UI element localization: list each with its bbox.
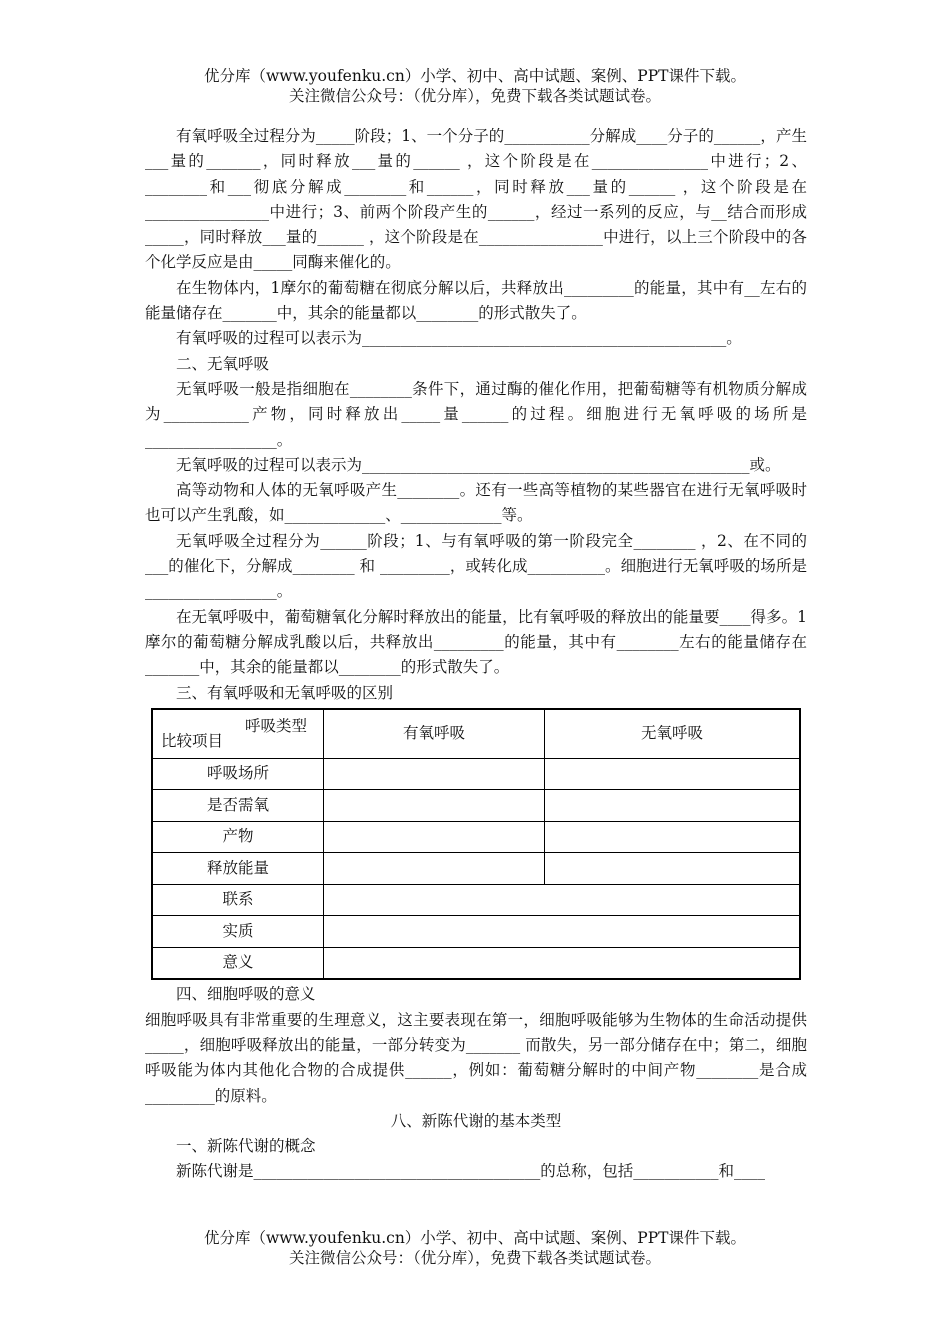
header-compare-item: 比较项目 [161, 731, 224, 750]
answer-cell[interactable] [324, 758, 545, 790]
anaerobic-energy-paragraph: 在无氧呼吸中，葡萄糖氧化分解时释放出的能量，比有氧呼吸的释放出的能量要____得多。1摩尔的葡萄糖分解成乳酸以后，共释放出_________的能量，其中有________左右的能量储存在_______中，其余的能量都以________的形式散失了。 [145, 607, 807, 677]
concept-section-title: 一、新陈代谢的概念 [176, 1137, 316, 1156]
aerobic-energy-paragraph: 在生物体内，1摩尔的葡萄糖在彻底分解以后，共释放出_________的能量，其中有__左右的能量储存在_______中，其余的能量都以________的形式散失了。 [145, 278, 807, 323]
row-label: 联系 [152, 884, 324, 916]
document-body [145, 124, 807, 1185]
table-corner-cell [152, 709, 324, 759]
anaerobic-section-title: 二、无氧呼吸 [176, 354, 270, 373]
answer-cell[interactable] [324, 853, 545, 885]
table-row [152, 916, 800, 948]
answer-cell[interactable] [545, 853, 801, 885]
anaerobic-lactic-paragraph: 高等动物和人体的无氧呼吸产生________。还有一些高等植物的某些器官在进行无氧呼吸时也可以产生乳酸，如_____________、_____________等。 [145, 481, 807, 525]
header-aerobic: 有氧呼吸 [324, 709, 545, 759]
answer-cell[interactable] [545, 758, 801, 790]
answer-cell[interactable] [324, 790, 545, 822]
meaning-paragraph: 细胞呼吸具有非常重要的生理意义，这主要表现在第一，细胞呼吸能够为生物体的生命活动提供_____，细胞呼吸释放出的能量，一部分转变为_______ 而散失，另一部分储存在中；第二，细胞呼吸能为体内其他化合物的合成提供______，例如：葡萄糖分解时的中间产物________是合成_________的原料。 [145, 1010, 807, 1105]
header-line-2: 关注微信公众号：（优分库），免费下载各类试题试卷。 [288, 87, 661, 105]
header-anaerobic: 无氧呼吸 [545, 709, 801, 759]
row-label: 释放能量 [152, 853, 324, 885]
table-row [152, 884, 800, 916]
chapter-title: 八、新陈代谢的基本类型 [390, 1111, 562, 1130]
concept-paragraph: 新陈代谢是_____________________________________的总称，包括___________和____ [176, 1162, 766, 1181]
anaerobic-equation-paragraph: 无氧呼吸的过程可以表示为__________________________________________________或。 [176, 455, 781, 474]
row-label: 呼吸场所 [152, 758, 324, 790]
answer-cell[interactable] [324, 916, 801, 948]
footer-line-1: 优分库（www.youfenku.cn）小学、初中、高中试题、案例、PPT课件下载。 [203, 1229, 747, 1247]
header-respiration-type: 呼吸类型 [244, 716, 307, 735]
answer-cell[interactable] [545, 821, 801, 853]
answer-cell[interactable] [324, 947, 801, 979]
comparison-section-title: 三、有氧呼吸和无氧呼吸的区别 [176, 683, 394, 702]
anaerobic-definition-paragraph: 无氧呼吸一般是指细胞在________条件下，通过酶的催化作用，把葡萄糖等有机物质分解成为___________产物，同时释放出_____量______的过程。细胞进行无氧呼吸的场所是_________________。 [145, 379, 807, 449]
table-row [152, 790, 800, 822]
meaning-section-title: 四、细胞呼吸的意义 [176, 985, 316, 1004]
table-row [152, 853, 800, 885]
table-row [152, 758, 800, 790]
answer-cell[interactable] [324, 884, 801, 916]
table-row [152, 947, 800, 979]
answer-cell[interactable] [324, 821, 545, 853]
table-header-row [152, 709, 800, 759]
row-label: 产物 [152, 821, 324, 853]
page-header [0, 66, 950, 106]
table-row [152, 821, 800, 853]
anaerobic-process-paragraph: 无氧呼吸全过程分为______阶段；1、与有氧呼吸的第一阶段完全________ ，2、在不同的___的催化下，分解成________ 和 _________，或转化成__________。细胞进行无氧呼吸的场所是_________________。 [145, 531, 807, 601]
aerobic-equation-paragraph: 有氧呼吸的过程可以表示为_______________________________________________。 [176, 329, 742, 348]
footer-line-2: 关注微信公众号：（优分库），免费下载各类试题试卷。 [288, 1249, 661, 1267]
row-label: 是否需氧 [152, 790, 324, 822]
comparison-table [151, 708, 801, 981]
answer-cell[interactable] [545, 790, 801, 822]
row-label: 实质 [152, 916, 324, 948]
row-label: 意义 [152, 947, 324, 979]
page-footer [0, 1228, 950, 1268]
aerobic-process-paragraph: 有氧呼吸全过程分为_____阶段；1、一个分子的___________分解成____分子的______，产生___量的_______，同时释放___量的______ ，这个阶段是在_______________中进行；2、________和___彻底分解成________和______，同时释放___量的______ ，这个阶段是在________________中进行；3、前两个阶段产生的______，经过一系列的反应，与__结合而形成_____，同时释放___量的______ ，这个阶段是在________________中进行，以上三个阶段中的各个化学反应是由_____同酶来催化的。 [145, 127, 807, 272]
header-line-1: 优分库（www.youfenku.cn）小学、初中、高中试题、案例、PPT课件下载。 [203, 67, 747, 85]
